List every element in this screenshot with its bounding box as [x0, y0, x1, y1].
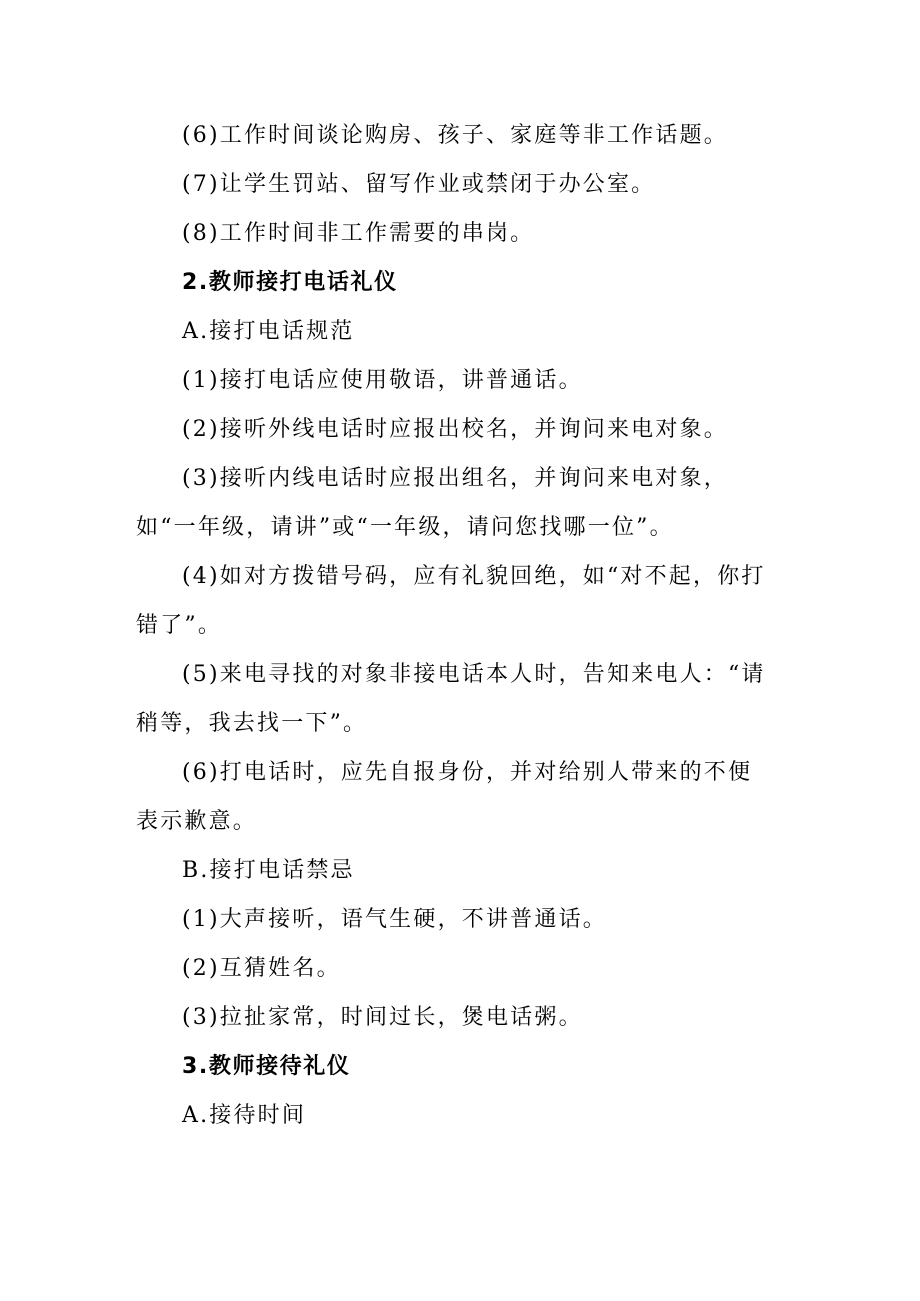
subsection-heading: A.接待时间 [182, 1103, 307, 1128]
section-heading: 3.教师接待礼仪 [182, 1054, 351, 1079]
list-item: (2)接听外线电话时应报出校名，并询问来电对象。 [182, 417, 728, 442]
list-item: (6)打电话时，应先自报身份，并对给别人带来的不便表示歉意。 [136, 760, 753, 834]
list-item: (1)接打电话应使用敬语，讲普通话。 [182, 368, 583, 393]
list-item: (3)拉扯家常，时间过长，煲电话粥。 [182, 1005, 583, 1030]
section-heading: 2.教师接打电话礼仪 [182, 270, 398, 295]
list-item: (2)互猜姓名。 [182, 956, 341, 981]
list-item: (7)让学生罚站、留写作业或禁闭于办公室。 [182, 172, 656, 197]
subsection-heading: A.接打电话规范 [182, 319, 355, 344]
list-item: (3)接听内线电话时应报出组名，并询问来电对象，如“一年级，请讲”或“一年级，请问您找哪一位”。 [136, 466, 728, 540]
list-item: (5)来电寻找的对象非接电话本人时，告知来电人：“请稍等，我去找一下”。 [136, 662, 766, 736]
list-item: (1)大声接听，语气生硬，不讲普通话。 [182, 907, 607, 932]
subsection-heading: B.接打电话禁忌 [182, 858, 355, 883]
list-item: (4)如对方拨错号码，应有礼貌回绝，如“对不起，你打错了”。 [136, 564, 766, 638]
list-item: (6)工作时间谈论购房、孩子、家庭等非工作话题。 [182, 123, 728, 148]
document-body [136, 111, 776, 1140]
list-item: (8)工作时间非工作需要的串岗。 [182, 221, 535, 246]
